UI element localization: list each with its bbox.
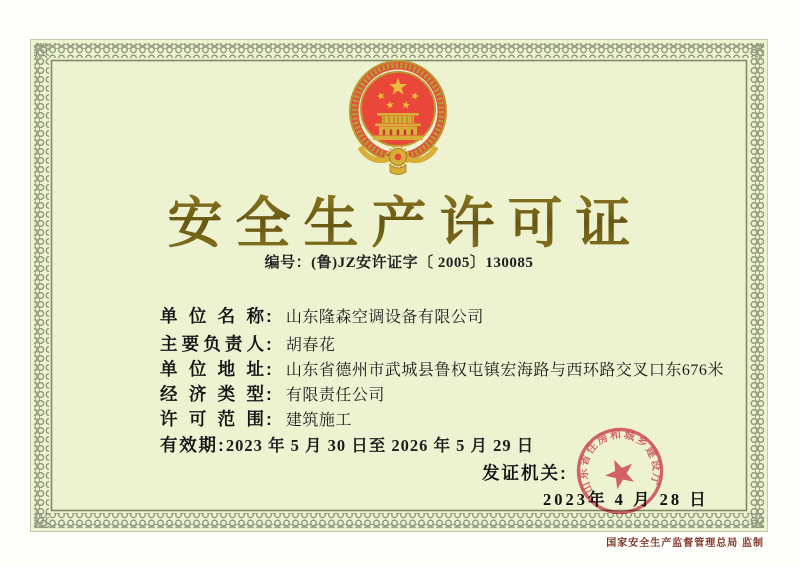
issuing-authority-label: 发证机关: [482, 463, 568, 483]
certificate [30, 39, 768, 532]
field-colon: : [266, 306, 272, 326]
field-row-economic-type [160, 381, 385, 406]
serial-label: 编号： [264, 254, 312, 271]
field-row-validity [160, 432, 534, 457]
field-value: 山东省德州市武城县鲁权屯镇宏海路与西环路交叉口东676米 [285, 362, 724, 379]
field-value: 建筑施工 [285, 412, 352, 429]
field-colon: : [266, 384, 272, 404]
seal-text: 山东省住房和城乡建设厅 [577, 428, 663, 495]
field-row-address [160, 356, 724, 381]
field-row-license-scope [160, 406, 352, 431]
field-colon: : [266, 409, 272, 429]
serial-line [30, 251, 768, 272]
field-label: 许可范围 [160, 409, 264, 429]
field-colon: : [266, 359, 272, 379]
producer-note: 国家安全生产监督管理总局 监制 [606, 538, 764, 549]
field-colon: : [218, 435, 224, 455]
national-emblem-icon [348, 59, 448, 181]
serial-value: (鲁)JZ安许证字〔 2005〕130085 [311, 255, 534, 271]
official-seal [570, 421, 670, 521]
field-label: 主要负责人 [160, 334, 264, 354]
field-row-principal [160, 331, 335, 356]
certificate-title: 安全生产许可证 [30, 179, 768, 258]
field-label: 单位地址 [160, 359, 264, 379]
field-row-company-name [160, 303, 484, 328]
field-colon: : [266, 334, 272, 354]
field-value: 胡春花 [285, 337, 336, 354]
field-value: 山东隆森空调设备有限公司 [285, 309, 484, 326]
issue-date: 2023年 4 月 28 日 [543, 490, 709, 509]
field-label: 经济类型 [160, 384, 264, 404]
field-label: 单位名称 [160, 306, 264, 326]
field-value: 2023 年 5 月 30 日至 2026 年 5 月 29 日 [225, 436, 535, 455]
field-label: 有效期 [160, 435, 216, 455]
svg-text:山东省住房和城乡建设厅 [570, 421, 668, 502]
field-value: 有限责任公司 [285, 387, 385, 404]
